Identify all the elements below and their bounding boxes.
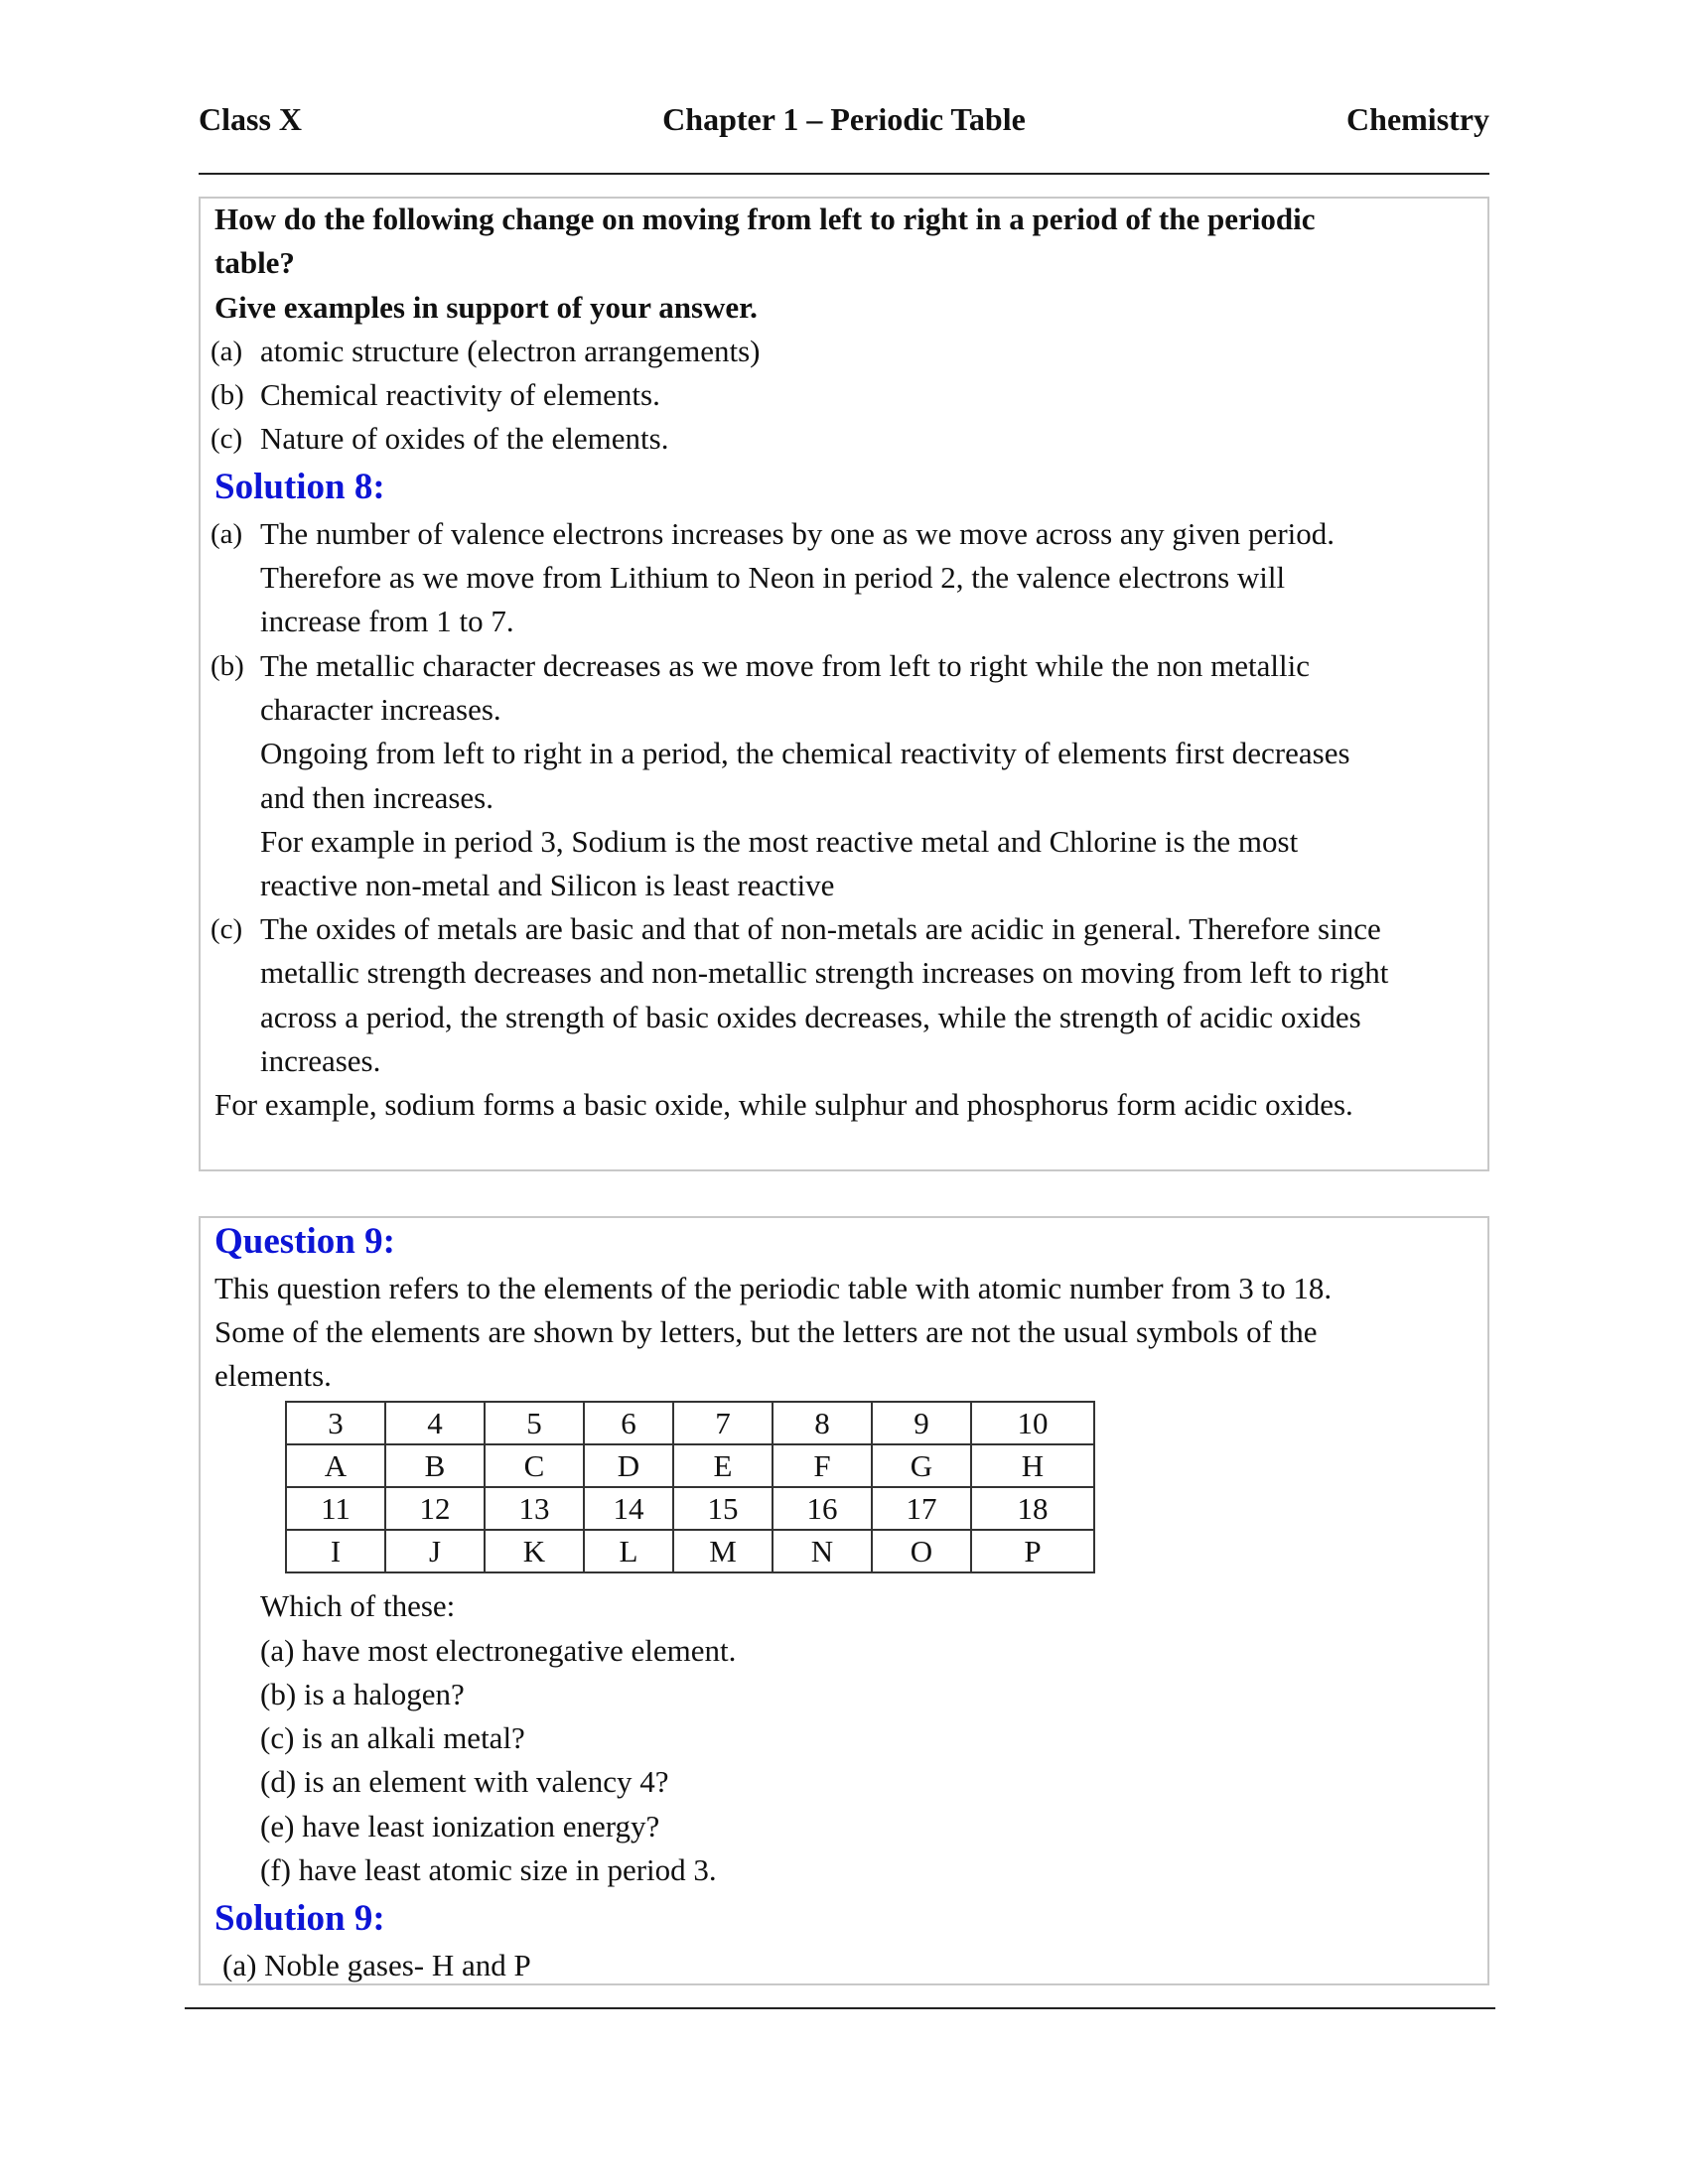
s8-label-c: (c) (211, 913, 243, 945)
q8-part-text-b: Chemical reactivity of elements. (260, 377, 660, 412)
table-cell: L (584, 1530, 673, 1572)
q8-part-label-a: (a) (211, 336, 243, 367)
table-cell: 4 (385, 1402, 485, 1444)
table-cell: M (673, 1530, 773, 1572)
table-cell: D (584, 1444, 673, 1487)
q9-which-of-these: Which of these: (260, 1588, 456, 1623)
table-cell: O (872, 1530, 971, 1572)
q9-item-e: (e) have least ionization energy? (260, 1809, 660, 1843)
table-cell: 10 (971, 1402, 1094, 1444)
table-row-letters-period-3 (286, 1530, 1094, 1572)
q9-item-b: (b) is a halogen? (260, 1677, 465, 1711)
q8-prompt-line-1: How do the following change on moving from left to right in a period of the periodic (214, 202, 1316, 236)
table-cell: 5 (485, 1402, 584, 1444)
table-cell: B (385, 1444, 485, 1487)
s8-a-line-1: The number of valence electrons increases by one as we move across any given period. (260, 516, 1336, 551)
table-cell: 12 (385, 1487, 485, 1530)
header-class: Class X (199, 101, 303, 137)
table-cell: 14 (584, 1487, 673, 1530)
table-cell: H (971, 1444, 1094, 1487)
header-divider (199, 173, 1489, 175)
q8-part-label-c: (c) (211, 423, 243, 455)
solution-8-heading: Solution 8: (214, 467, 385, 507)
q9-intro-line-2: Some of the elements are shown by letters, but the letters are not the usual symbols of the (214, 1314, 1318, 1349)
table-cell: 17 (872, 1487, 971, 1530)
table-cell: P (971, 1530, 1094, 1572)
q9-item-d: (d) is an element with valency 4? (260, 1764, 669, 1799)
table-cell: I (286, 1530, 385, 1572)
table-cell: 13 (485, 1487, 584, 1530)
table-cell: F (773, 1444, 872, 1487)
q8-prompt-line-2: table? (214, 245, 295, 280)
table-cell: 16 (773, 1487, 872, 1530)
s8-b-line-1: The metallic character decreases as we move from left to right while the non metallic (260, 648, 1310, 683)
s8-b-line-3: Ongoing from left to right in a period, the chemical reactivity of elements first decreases (260, 736, 1350, 770)
q9-item-f: (f) have least atomic size in period 3. (260, 1852, 717, 1887)
table-cell: A (286, 1444, 385, 1487)
table-row-atomic-numbers-period-3 (286, 1487, 1094, 1530)
table-cell: G (872, 1444, 971, 1487)
question-9-heading: Question 9: (214, 1221, 395, 1262)
s8-c-line-2: metallic strength decreases and non-metallic strength increases on moving from left to right (260, 955, 1389, 990)
q8-part-text-c: Nature of oxides of the elements. (260, 421, 669, 456)
s8-b-line-6: reactive non-metal and Silicon is least reactive (260, 868, 835, 902)
table-cell: N (773, 1530, 872, 1572)
s9-line-a: (a) Noble gases- H and P (222, 1948, 531, 1982)
s8-b-line-4: and then increases. (260, 780, 493, 815)
header-subject: Chemistry (1346, 101, 1489, 137)
table-cell: 18 (971, 1487, 1094, 1530)
table-cell: 11 (286, 1487, 385, 1530)
s8-c-line-4: increases. (260, 1043, 381, 1078)
table-cell: E (673, 1444, 773, 1487)
q9-intro-line-1: This question refers to the elements of the periodic table with atomic number from 3 to 18. (214, 1271, 1333, 1305)
element-letter-table (285, 1401, 1095, 1573)
table-cell: 3 (286, 1402, 385, 1444)
table-cell: 6 (584, 1402, 673, 1444)
q9-item-c: (c) is an alkali metal? (260, 1720, 525, 1755)
table-cell: K (485, 1530, 584, 1572)
s8-b-line-5: For example in period 3, Sodium is the most reactive metal and Chlorine is the most (260, 824, 1299, 859)
s8-example: For example, sodium forms a basic oxide, while sulphur and phosphorus form acidic oxides. (214, 1087, 1353, 1122)
solution-9-heading: Solution 9: (214, 1898, 385, 1939)
table-cell: 15 (673, 1487, 773, 1530)
q9-item-a: (a) have most electronegative element. (260, 1633, 737, 1668)
q8-prompt-line-3: Give examples in support of your answer. (214, 290, 758, 325)
q8-part-label-b: (b) (211, 379, 244, 411)
s8-b-line-2: character increases. (260, 692, 501, 727)
table-row-atomic-numbers-period-2 (286, 1402, 1094, 1444)
table-cell: 8 (773, 1402, 872, 1444)
table-row-letters-period-2 (286, 1444, 1094, 1487)
table-cell: 9 (872, 1402, 971, 1444)
s8-label-b: (b) (211, 650, 244, 682)
s8-c-line-1: The oxides of metals are basic and that of non-metals are acidic in general. Therefore since (260, 911, 1381, 946)
s8-a-line-3: increase from 1 to 7. (260, 604, 514, 638)
q9-intro-line-3: elements. (214, 1358, 332, 1393)
table-cell: 7 (673, 1402, 773, 1444)
s8-c-line-3: across a period, the strength of basic oxides decreases, while the strength of acidic oxides (260, 1000, 1361, 1034)
footer-divider (185, 2007, 1495, 2009)
q8-part-text-a: atomic structure (electron arrangements) (260, 334, 761, 368)
s8-a-line-2: Therefore as we move from Lithium to Neon in period 2, the valence electrons will (260, 560, 1286, 595)
s8-label-a: (a) (211, 518, 243, 550)
header-chapter-title: Chapter 1 – Periodic Table (662, 101, 1026, 137)
table-cell: J (385, 1530, 485, 1572)
table-cell: C (485, 1444, 584, 1487)
